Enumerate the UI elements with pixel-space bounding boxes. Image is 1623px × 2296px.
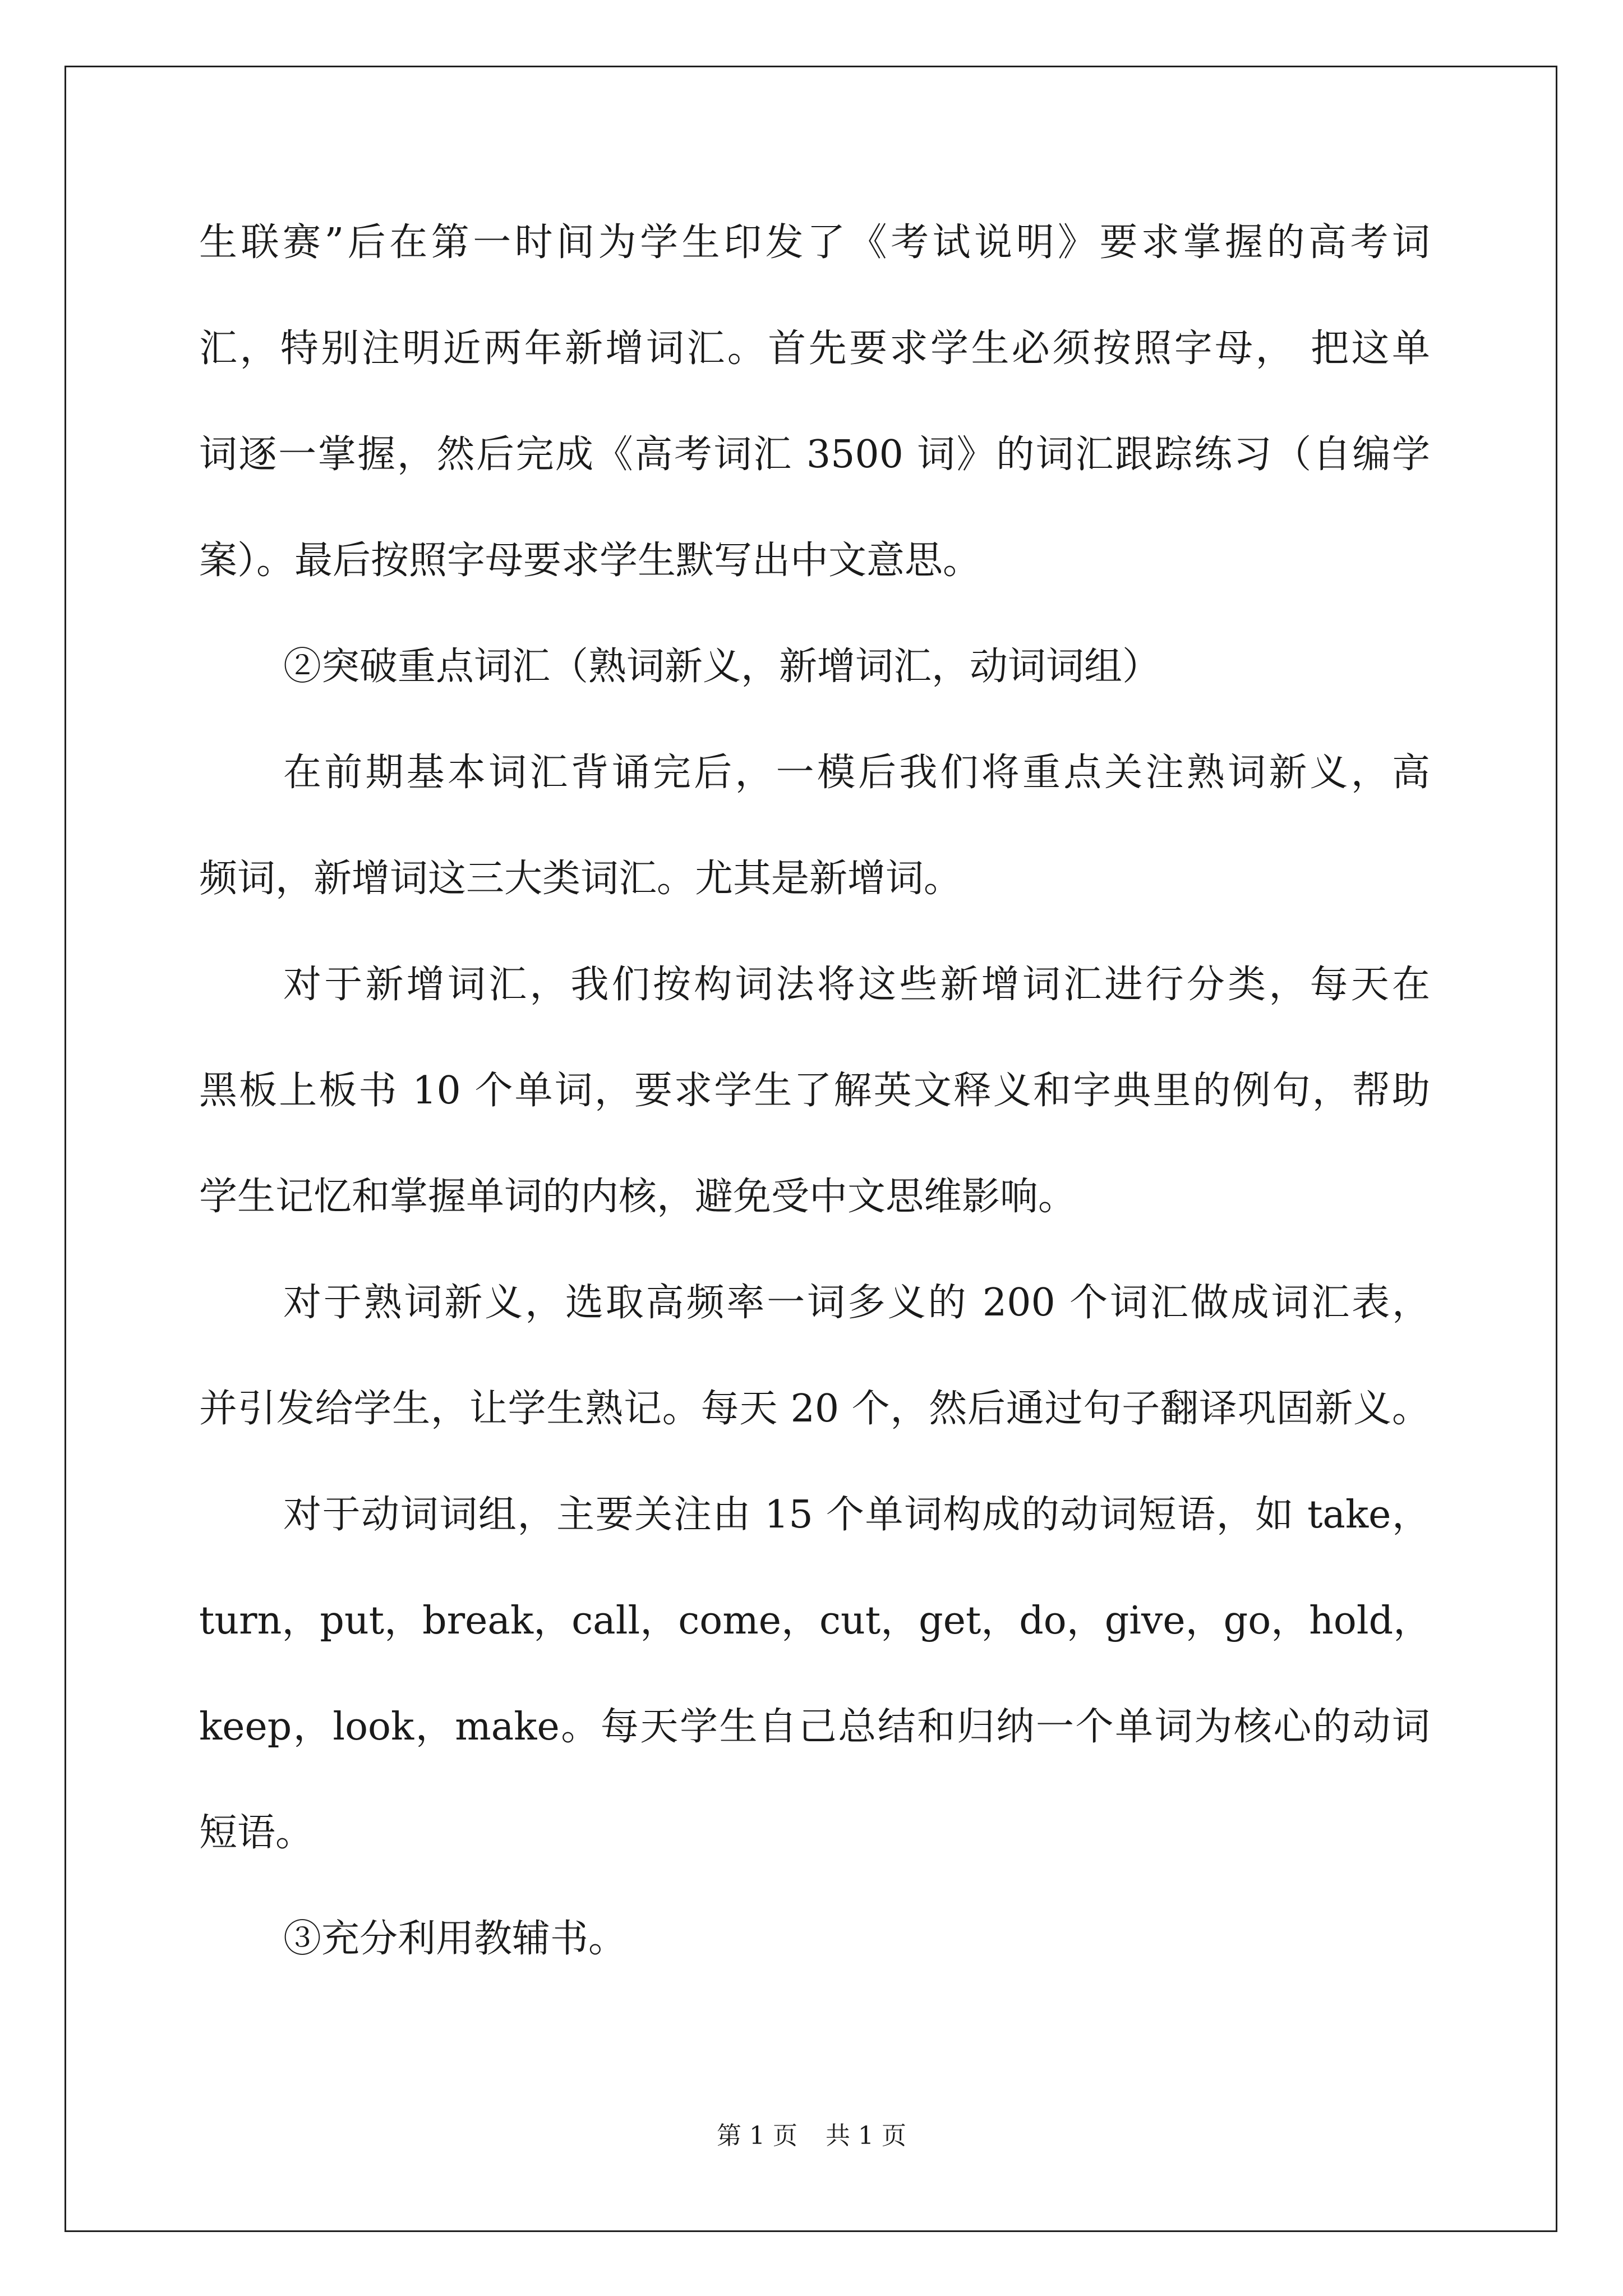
text-line: 生联赛”后在第一时间为学生印发了《考试说明》要求掌握的高考词 <box>199 220 1430 265</box>
text-line: 案）。最后按照字母要求学生默写出中文意思。 <box>199 539 981 583</box>
text-line: 对于熟词新义，选取高频率一词多义的 200 个词汇做成词汇表， <box>283 1281 1430 1325</box>
page-total: 共 1 页 <box>826 2122 906 2150</box>
page-number: 第 1 页 <box>717 2122 797 2150</box>
text-line: keep，look，make。每天学生自己总结和归纳一个单词为核心的动词 <box>199 1705 1430 1749</box>
page-border <box>64 66 1557 2232</box>
text-line: 频词，新增词这三大类词汇。尤其是新增词。 <box>199 857 962 901</box>
section-heading: ②突破重点词汇（熟词新义，新增词汇，动词词组） <box>283 645 1161 689</box>
text-line: 对于动词词组，主要关注由 15 个单词构成的动词短语，如 take， <box>283 1493 1430 1537</box>
page-footer <box>0 2119 1623 2153</box>
text-line: 对于新增词汇，我们按构词法将这些新增词汇进行分类，每天在 <box>283 963 1430 1007</box>
text-line: 并引发给学生，让学生熟记。每天 20 个，然后通过句子翻译巩固新义。 <box>199 1387 1430 1431</box>
section-heading: ③充分利用教辅书。 <box>283 1917 627 1961</box>
text-line: 黑板上板书 10 个单词，要求学生了解英文释义和字典里的例句，帮助 <box>199 1069 1430 1113</box>
text-line: 汇，特别注明近两年新增词汇。首先要求学生必须按照字母， 把这单 <box>199 326 1430 371</box>
text-line: 学生记忆和掌握单词的内核，避免受中文思维影响。 <box>199 1175 1077 1219</box>
text-line: 词逐一掌握，然后完成《高考词汇 3500 词》的词汇跟踪练习（自编学 <box>199 432 1430 477</box>
text-line: 短语。 <box>199 1811 314 1855</box>
text-line: turn，put，break，call，come，cut，get，do，give，go，hold， <box>199 1599 1432 1643</box>
text-line: 在前期基本词汇背诵完后，一模后我们将重点关注熟词新义，高 <box>283 751 1430 795</box>
